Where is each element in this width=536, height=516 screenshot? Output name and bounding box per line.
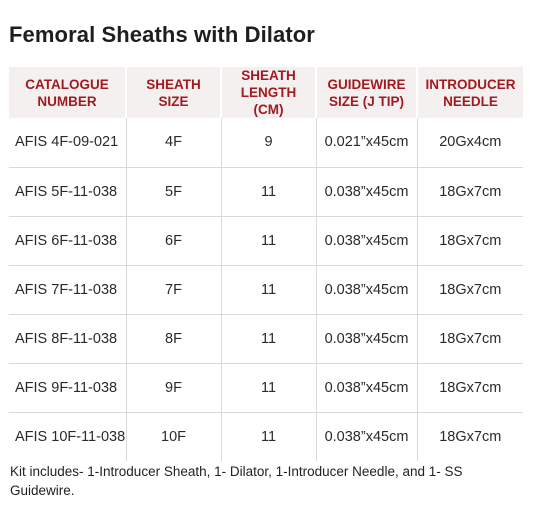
cell-sheath-size: 10F bbox=[126, 412, 221, 461]
header-introducer-needle bbox=[417, 67, 523, 118]
table-row bbox=[9, 412, 523, 461]
cell-sheath-length: 11 bbox=[221, 167, 316, 216]
table-row bbox=[9, 118, 523, 167]
cell-sheath-size: 8F bbox=[126, 314, 221, 363]
header-line: SHEATH bbox=[146, 76, 201, 92]
cell-catalogue-number: AFIS 6F-11-038 bbox=[9, 216, 126, 265]
header-sheath-size bbox=[126, 67, 221, 118]
cell-sheath-length: 11 bbox=[221, 314, 316, 363]
header-line: SIZE (J TIP) bbox=[328, 93, 404, 109]
cell-catalogue-number: AFIS 9F-11-038 bbox=[9, 363, 126, 412]
cell-introducer-needle: 18Gx7cm bbox=[417, 167, 523, 216]
cell-introducer-needle: 18Gx7cm bbox=[417, 216, 523, 265]
cell-catalogue-number: AFIS 5F-11-038 bbox=[9, 167, 126, 216]
cell-guidewire-size: 0.021”x45cm bbox=[316, 118, 417, 167]
cell-introducer-needle: 20Gx4cm bbox=[439, 134, 502, 151]
cell-sheath-length: 11 bbox=[221, 216, 316, 265]
header-catalogue-number bbox=[9, 67, 126, 118]
cell-sheath-size: 9F bbox=[126, 363, 221, 412]
header-line: NEEDLE bbox=[443, 93, 498, 109]
table-row bbox=[9, 167, 523, 216]
header-line: LENGTH (CM) bbox=[240, 85, 297, 117]
header-line: GUIDEWIRE bbox=[327, 76, 406, 92]
cell-catalogue-number: AFIS 10F-11-038 bbox=[9, 412, 126, 461]
cell-guidewire-size: 0.038”x45cm bbox=[316, 265, 417, 314]
table-header bbox=[9, 67, 523, 118]
header-row bbox=[9, 67, 523, 118]
cell-sheath-length: 9 bbox=[221, 118, 316, 167]
cell-catalogue-number: AFIS 8F-11-038 bbox=[9, 314, 126, 363]
cell-guidewire-size: 0.038”x45cm bbox=[316, 363, 417, 412]
header-guidewire-size bbox=[316, 67, 417, 118]
cell-introducer-needle: 18Gx7cm bbox=[417, 363, 523, 412]
cell-introducer-needle: 18Gx7cm bbox=[417, 314, 523, 363]
header-sheath-length bbox=[221, 67, 316, 118]
cell-sheath-size: 5F bbox=[126, 167, 221, 216]
table-row bbox=[9, 314, 523, 363]
cell-sheath-size: 7F bbox=[126, 265, 221, 314]
cell-sheath-size: 6F bbox=[126, 216, 221, 265]
header-line: SHEATH bbox=[241, 68, 296, 83]
header-line: NUMBER bbox=[37, 93, 97, 109]
cell-catalogue-number: AFIS 4F-09-021 bbox=[9, 118, 126, 167]
header-line: SIZE bbox=[158, 93, 189, 109]
cell-guidewire-size: 0.038”x45cm bbox=[316, 167, 417, 216]
header-line: CATALOGUE bbox=[25, 76, 109, 92]
cell-sheath-size: 4F bbox=[126, 118, 221, 167]
cell-sheath-length: 11 bbox=[221, 363, 316, 412]
table-row bbox=[9, 363, 523, 412]
spec-table bbox=[9, 67, 523, 461]
table-row bbox=[9, 265, 523, 314]
cell-guidewire-size: 0.038”x45cm bbox=[316, 216, 417, 265]
kit-includes-note: Kit includes- 1-Introducer Sheath, 1- Dilator, 1-Introducer Needle, and 1- SS Guidewire. bbox=[10, 464, 463, 498]
cell-introducer-needle: 18Gx7cm bbox=[417, 412, 523, 461]
page-title: Femoral Sheaths with Dilator bbox=[9, 22, 315, 47]
table-row bbox=[9, 216, 523, 265]
cell-introducer-needle: 18Gx7cm bbox=[417, 265, 523, 314]
header-line: INTRODUCER bbox=[425, 76, 516, 92]
cell-guidewire-size: 0.038”x45cm bbox=[316, 412, 417, 461]
cell-sheath-length: 11 bbox=[221, 265, 316, 314]
cell-sheath-length: 11 bbox=[221, 412, 316, 461]
table-body bbox=[9, 118, 523, 461]
cell-guidewire-size: 0.038”x45cm bbox=[316, 314, 417, 363]
cell-catalogue-number: AFIS 7F-11-038 bbox=[9, 265, 126, 314]
